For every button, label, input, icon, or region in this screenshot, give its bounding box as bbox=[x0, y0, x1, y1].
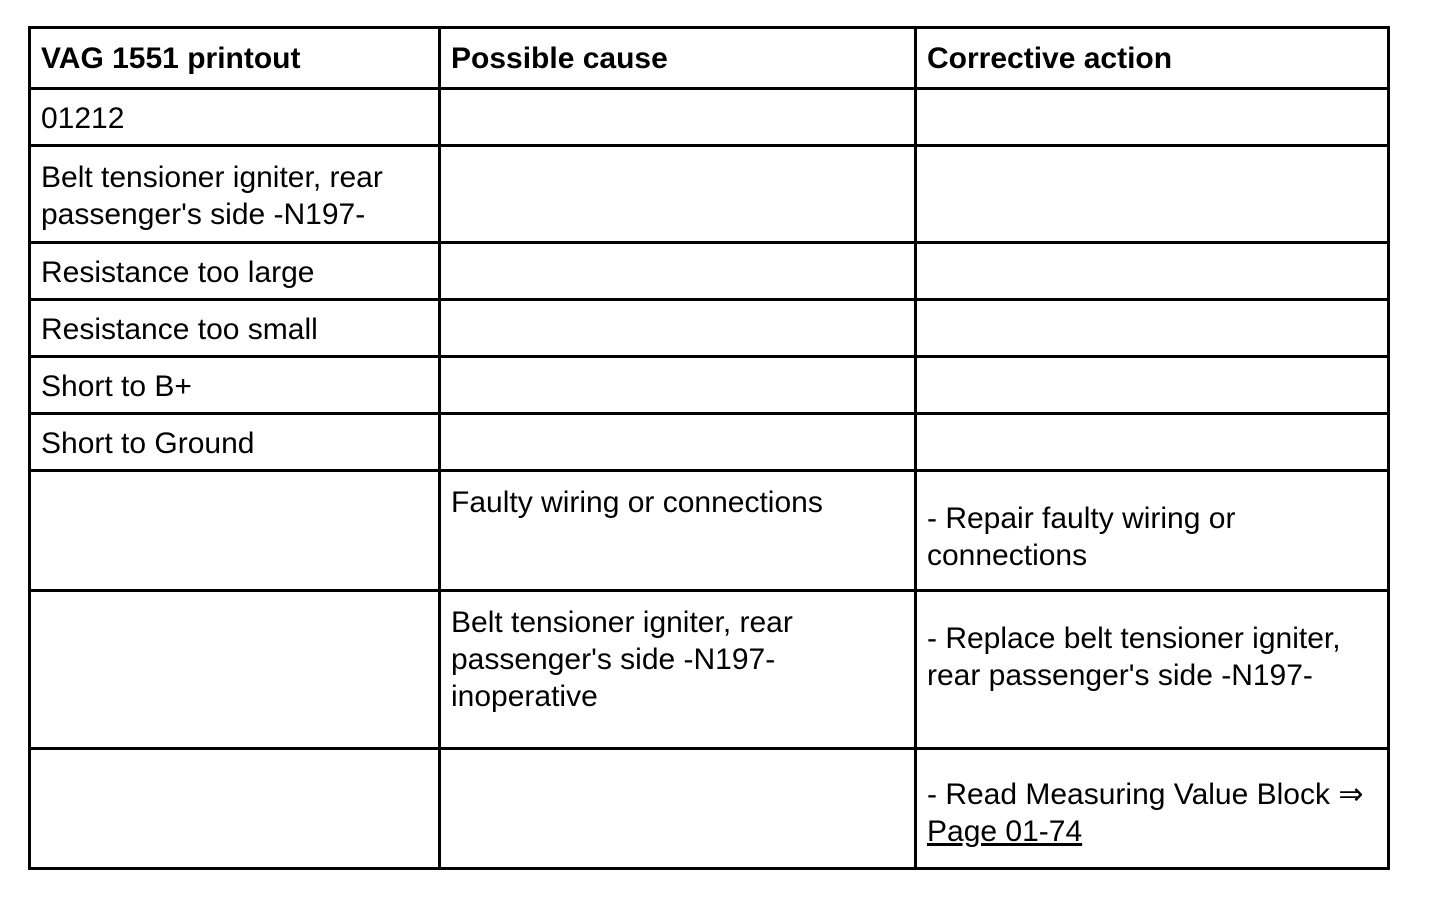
table-row bbox=[30, 471, 1389, 591]
cell-printout: Resistance too small bbox=[30, 300, 440, 357]
cell-action: - Repair faulty wiring or connections bbox=[916, 471, 1389, 591]
cell-action bbox=[916, 357, 1389, 414]
table-row bbox=[30, 300, 1389, 357]
table-row bbox=[30, 414, 1389, 471]
cell-printout bbox=[30, 591, 440, 749]
cell-printout bbox=[30, 749, 440, 869]
table-row bbox=[30, 146, 1389, 243]
table-row bbox=[30, 243, 1389, 300]
cell-cause bbox=[440, 357, 916, 414]
cell-cause bbox=[440, 414, 916, 471]
cell-action bbox=[916, 89, 1389, 146]
table-row bbox=[30, 89, 1389, 146]
cell-cause bbox=[440, 749, 916, 869]
cell-cause: Faulty wiring or connections bbox=[440, 471, 916, 591]
cell-action bbox=[916, 146, 1389, 243]
action-text: - Read Measuring Value Block ⇒ bbox=[927, 778, 1364, 811]
table-row bbox=[30, 357, 1389, 414]
cell-action: - Replace belt tensioner igniter, rear passenger's side -N197- bbox=[916, 591, 1389, 749]
cell-cause bbox=[440, 300, 916, 357]
cell-action bbox=[916, 414, 1389, 471]
cell-printout bbox=[30, 471, 440, 591]
header-printout: VAG 1551 printout bbox=[30, 28, 440, 89]
cell-cause: Belt tensioner igniter, rear passenger's side -N197- inoperative bbox=[440, 591, 916, 749]
cell-printout: Short to B+ bbox=[30, 357, 440, 414]
cell-printout: Belt tensioner igniter, rear passenger's side -N197- bbox=[30, 146, 440, 243]
cell-action bbox=[916, 749, 1389, 869]
table-row bbox=[30, 591, 1389, 749]
diagnostic-table bbox=[28, 26, 1390, 870]
table-row bbox=[30, 749, 1389, 869]
cell-cause bbox=[440, 89, 916, 146]
cell-action bbox=[916, 243, 1389, 300]
page-link[interactable]: Page 01-74 bbox=[927, 815, 1083, 848]
table-header-row bbox=[30, 28, 1389, 89]
header-cause: Possible cause bbox=[440, 28, 916, 89]
cell-cause bbox=[440, 146, 916, 243]
cell-cause bbox=[440, 243, 916, 300]
cell-action bbox=[916, 300, 1389, 357]
cell-printout: Resistance too large bbox=[30, 243, 440, 300]
cell-printout: 01212 bbox=[30, 89, 440, 146]
cell-printout: Short to Ground bbox=[30, 414, 440, 471]
header-action: Corrective action bbox=[916, 28, 1389, 89]
